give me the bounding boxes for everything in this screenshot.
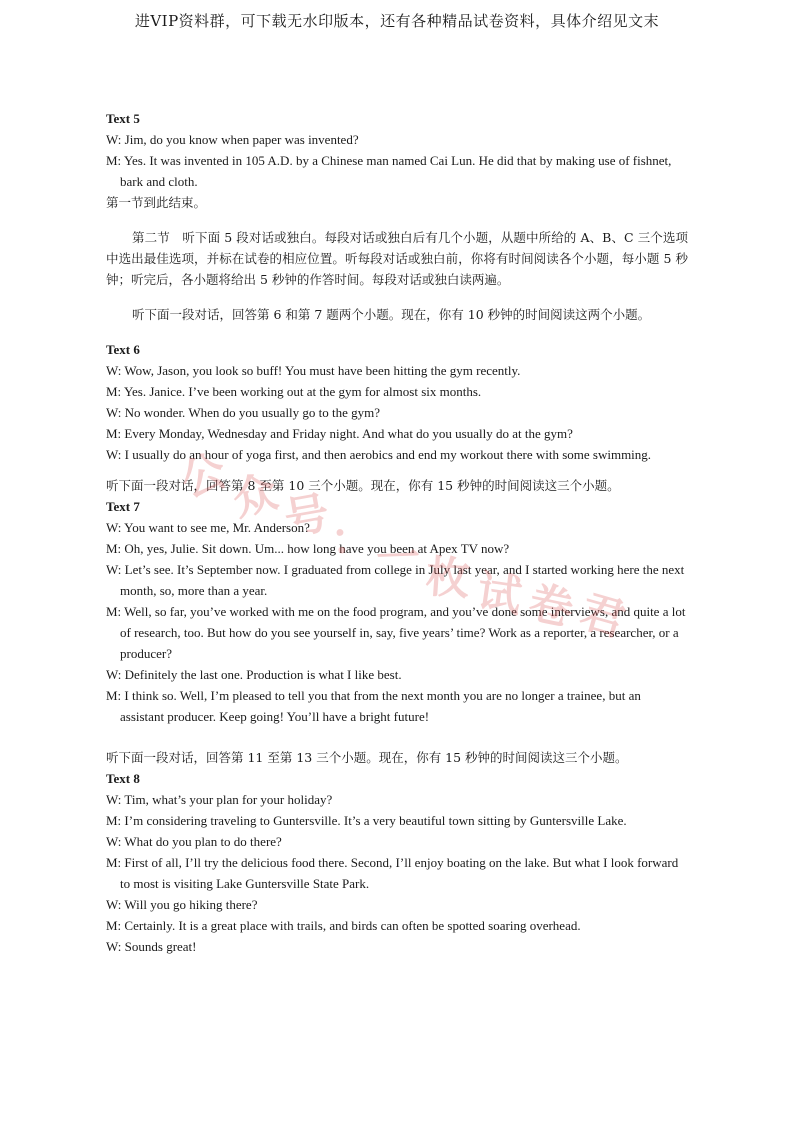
watermark-char: ： bbox=[327, 510, 378, 567]
watermark-char: 枚 bbox=[423, 551, 472, 606]
header-banner: 进VIP资料群，可下载无水印版本，还有各种精品试卷资料，具体介绍见文末 bbox=[134, 12, 660, 30]
text8-line: M: First of all, I’ll try the delicious food there. Second, I’ll enjoy boating on the lake. But what I look forward to most is visiting Lake Guntersville State Park. bbox=[106, 855, 679, 891]
document-body bbox=[106, 108, 688, 957]
text8-line: W: Will you go hiking there? bbox=[106, 897, 258, 912]
watermark-char: 公 bbox=[174, 444, 233, 508]
watermark-char: 卷 bbox=[524, 576, 578, 636]
text8-line: W: Tim, what’s your plan for your holiday? bbox=[106, 792, 333, 807]
text8-line: M: Certainly. It is a great place with trails, and birds can often be spotted soaring overhead. bbox=[106, 918, 581, 933]
text5-line: W: Jim, do you know when paper was invented? bbox=[106, 132, 359, 147]
section2-intro: 第二节 听下面 5 段对话或独白。每段对话或独白后有几个小题，从题中所给的 A、B、C 三个选项中选出最佳选项，并标在试卷的相应位置。听每段对话或独白前，你将有时间阅读各个小题，每小题 5 秒钟；听完后，各小题将给出 5 秒钟的作答时间。每段对话或独白读两遍。 bbox=[106, 230, 688, 287]
text7-line: W: Let’s see. It’s September now. I graduated from college in July last year, and I started working here the next month, so, more than a year. bbox=[106, 562, 685, 598]
text5-title: Text 5 bbox=[106, 111, 140, 126]
text8-line: W: Sounds great! bbox=[106, 939, 197, 954]
watermark-char: 众 bbox=[227, 466, 284, 527]
text6-line: M: Every Monday, Wednesday and Friday night. And what do you usually do at the gym? bbox=[106, 426, 573, 441]
text7-line: W: Definitely the last one. Production is what I like best. bbox=[106, 667, 402, 682]
watermark-char: 一 bbox=[375, 532, 422, 585]
instruction-text7: 听下面一段对话，回答第 8 至第 10 三个小题。现在，你有 15 秒钟的时间阅读这三个小题。 bbox=[106, 478, 620, 493]
watermark-char: 号 bbox=[280, 487, 333, 546]
text5-line: M: Yes. It was invented in 105 A.D. by a Chinese man named Cai Lun. He did that by making use of fishnet, bark and cloth. bbox=[106, 153, 672, 189]
text6-line: W: No wonder. When do you usually go to the gym? bbox=[106, 405, 381, 420]
text8-line: M: I’m considering traveling to Guntersville. It’s a very beautiful town sitting by Guntersville Lake. bbox=[106, 813, 627, 828]
watermark-char: 君 bbox=[574, 585, 631, 647]
text7-line: W: You want to see me, Mr. Anderson? bbox=[106, 520, 310, 535]
text7-line: M: Well, so far, you’ve worked with me on the food program, and you’ve done some interviews, and quite a lot of research, too. But how do you see yourself in, say, five years’ time? Work as a reporter, a researcher, or a producer? bbox=[106, 604, 686, 661]
section-end-note: 第一节到此结束。 bbox=[106, 195, 207, 210]
text6-line: W: I usually do an hour of yoga first, and then aerobics and end my workout there with some swimming. bbox=[106, 447, 652, 462]
text7-line: M: I think so. Well, I’m pleased to tell you that from the next month you are no longer a trainee, but an assistant producer. Keep going! You’ll have a bright future! bbox=[106, 688, 641, 724]
text7-title: Text 7 bbox=[106, 499, 140, 514]
text7-line: M: Oh, yes, Julie. Sit down. Um... how long have you been at Apex TV now? bbox=[106, 541, 510, 556]
instruction-text8: 听下面一段对话，回答第 11 至第 13 三个小题。现在，你有 15 秒钟的时间阅读这三个小题。 bbox=[106, 750, 628, 765]
watermark-char: 试 bbox=[474, 566, 525, 623]
text6-line: M: Yes. Janice. I’ve been working out at the gym for almost six months. bbox=[106, 384, 482, 399]
text8-title: Text 8 bbox=[106, 771, 140, 786]
text6-line: W: Wow, Jason, you look so buff! You must have been hitting the gym recently. bbox=[106, 363, 521, 378]
text8-line: W: What do you plan to do there? bbox=[106, 834, 282, 849]
text6-title: Text 6 bbox=[106, 342, 140, 357]
instruction-text6: 听下面一段对话，回答第 6 和第 7 题两个小题。现在，你有 10 秒钟的时间阅读这两个小题。 bbox=[132, 307, 651, 322]
